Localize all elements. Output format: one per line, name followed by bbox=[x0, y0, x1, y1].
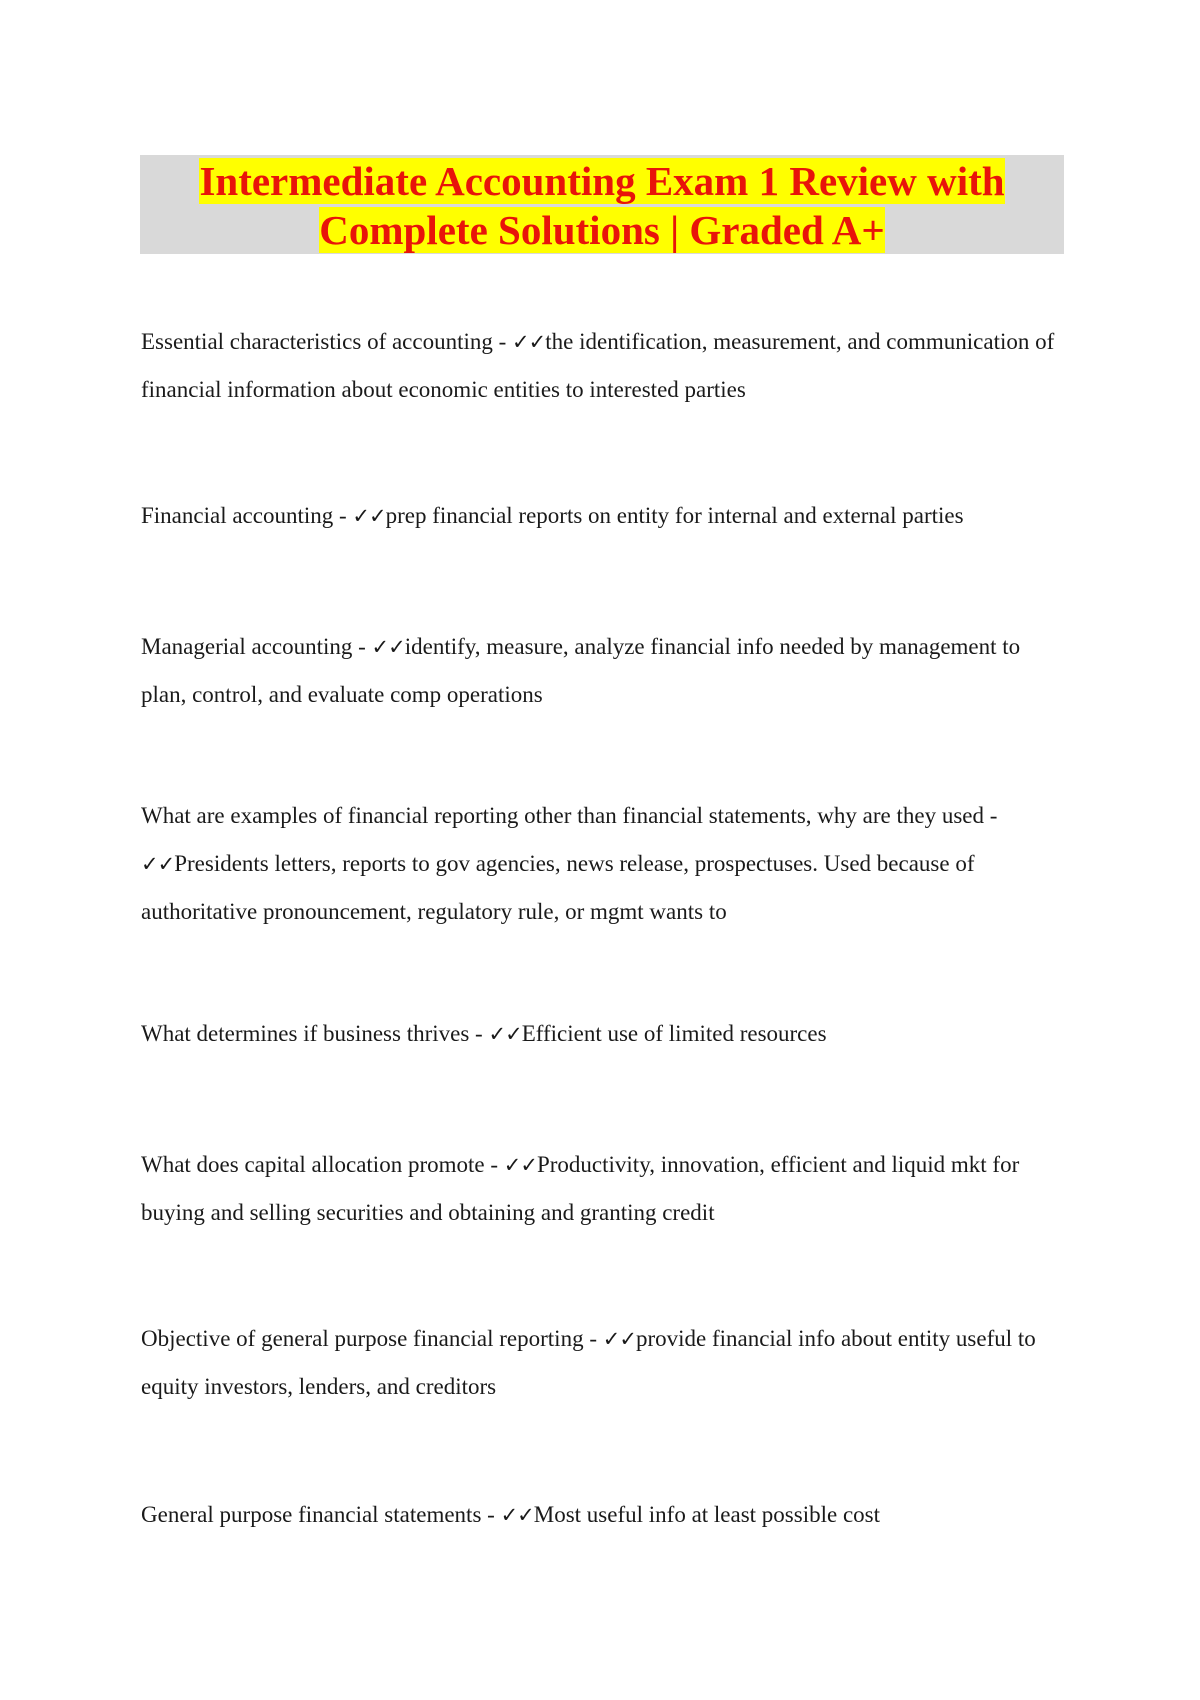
qa-answer: Productivity, innovation, efficient and liquid mkt for buying and selling securities and obtaining and granting credit bbox=[141, 1152, 1020, 1225]
double-check-icon: ✓✓ bbox=[500, 1503, 534, 1527]
title-banner bbox=[140, 155, 1064, 254]
qa-item-7 bbox=[141, 1315, 1071, 1411]
qa-term: Financial accounting - bbox=[141, 503, 353, 528]
double-check-icon: ✓✓ bbox=[503, 1153, 537, 1177]
double-check-icon: ✓✓ bbox=[488, 1022, 522, 1046]
qa-term: What does capital allocation promote - bbox=[141, 1152, 504, 1177]
qa-answer: prep financial reports on entity for internal and external parties bbox=[385, 503, 964, 528]
double-check-icon: ✓✓ bbox=[352, 504, 386, 528]
qa-term: General purpose financial statements - bbox=[141, 1502, 501, 1527]
title-line-2 bbox=[140, 206, 1064, 255]
double-check-icon: ✓✓ bbox=[141, 852, 175, 876]
qa-item-1 bbox=[141, 318, 1071, 414]
double-check-icon: ✓✓ bbox=[602, 1327, 636, 1351]
qa-term: Objective of general purpose financial reporting - bbox=[141, 1326, 603, 1351]
qa-answer: Efficient use of limited resources bbox=[521, 1021, 827, 1046]
qa-item-6 bbox=[141, 1141, 1071, 1237]
title-line-2-text: Complete Solutions | Graded A+ bbox=[319, 207, 885, 253]
qa-term: Essential characteristics of accounting - bbox=[141, 329, 513, 354]
qa-item-3 bbox=[141, 623, 1071, 719]
title-line-1-text: Intermediate Accounting Exam 1 Review with bbox=[199, 158, 1005, 204]
qa-item-5 bbox=[141, 1010, 1071, 1058]
qa-answer: provide financial info about entity useful to equity investors, lenders, and creditors bbox=[141, 1326, 1036, 1399]
qa-item-8 bbox=[141, 1491, 1071, 1539]
title-line-1 bbox=[140, 157, 1064, 206]
double-check-icon: ✓✓ bbox=[371, 635, 405, 659]
qa-term: What determines if business thrives - bbox=[141, 1021, 489, 1046]
qa-answer: identify, measure, analyze financial info needed by management to plan, control, and evaluate comp operations bbox=[141, 634, 1021, 707]
qa-item-4 bbox=[141, 792, 1071, 936]
qa-answer: the identification, measurement, and communication of financial information about economic entities to interested parties bbox=[141, 329, 1055, 402]
double-check-icon: ✓✓ bbox=[512, 330, 546, 354]
qa-item-2 bbox=[141, 492, 1071, 540]
qa-answer: Presidents letters, reports to gov agencies, news release, prospectuses. Used because of authoritative pronouncement, regulatory rule, or mgmt wants to bbox=[141, 851, 975, 924]
qa-answer: Most useful info at least possible cost bbox=[533, 1502, 881, 1527]
qa-term: What are examples of financial reporting other than financial statements, why are they used - bbox=[141, 803, 998, 828]
qa-term: Managerial accounting - bbox=[141, 634, 372, 659]
